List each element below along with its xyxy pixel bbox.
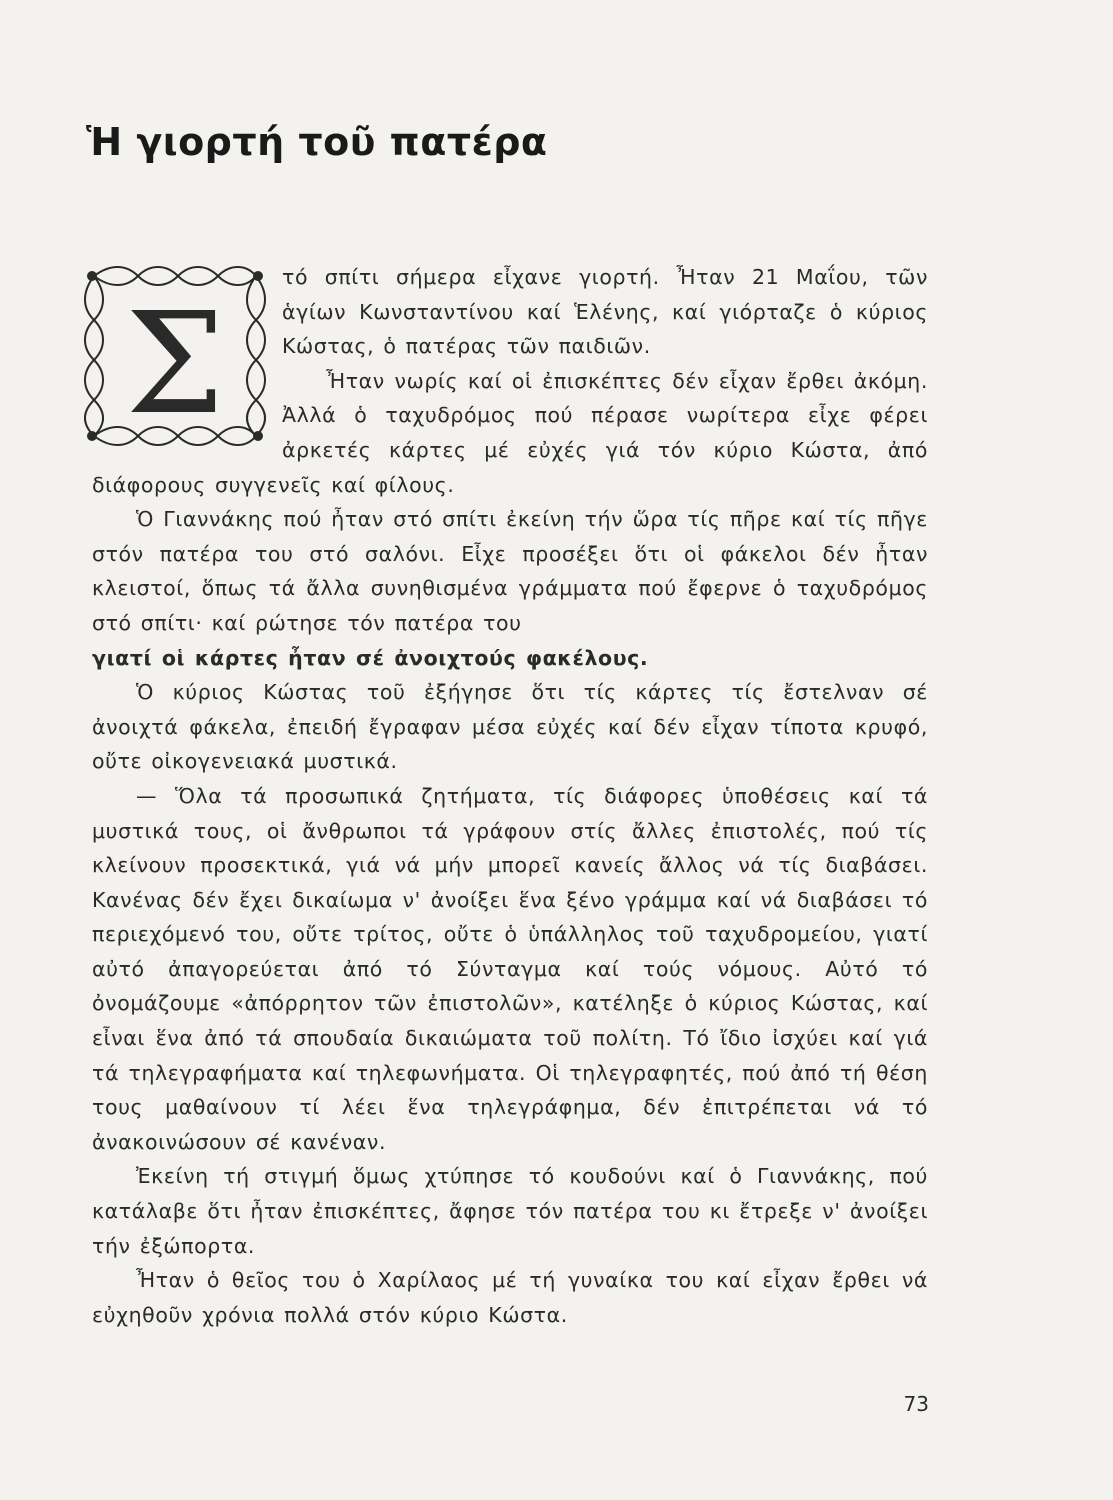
- paragraph: Ὁ Γιαννάκης πού ἦταν στό σπίτι ἐκείνη τήν ὥρα τίς πῆρε καί τίς πῆγε στόν πατέρα του στό σαλόνι. Εἶχε προσέξει ὅτι οἱ φάκελοι δέν ἦταν κλειστοί, ὅπως τά ἄλλα συνηθισμένα γράμματα πού ἔφερνε ὁ ταχυδρόμος στό σπίτι· καί ρώτησε τόν πατέρα του: [92, 507, 928, 635]
- paragraph: τό σπίτι σήμερα εἶχανε γιορτή. Ἦταν 21 Μαΐου, τῶν ἁγίων Κωνσταντίνου καί Ἑλένης, καί γιόρταζε ὁ κύριος Κώστας, ὁ πατέρας τῶν παιδιῶν.: [282, 265, 928, 359]
- paragraph-emphasis: γιατί οἱ κάρτες ἦταν σέ ἀνοιχτούς φακέλους.: [92, 645, 649, 670]
- paragraph: Ἐκείνη τή στιγμή ὅμως χτύπησε τό κουδούνι καί ὁ Γιαννάκης, πού κατάλαβε ὅτι ἦταν ἐπισκέπτες, ἄφησε τόν πατέρα του κι ἔτρεξε ν' ἀνοίξει τήν ἐξώπορτα.: [92, 1164, 928, 1258]
- page-number: 73: [903, 1392, 929, 1416]
- body-text: [92, 260, 928, 1332]
- dropcap-space: [92, 260, 278, 452]
- paragraph: Ἦταν νωρίς καί οἱ ἐπισκέπτες δέν εἶχαν ἔρθει ἀκόμη. Ἀλλά ὁ ταχυδρόμος πού πέρασε νωρίτερα εἶχε φέρει ἀρκετές κάρτες μέ εὐχές γιά τόν κύριο Κώστα, ἀπό διάφορους συγγενεῖς καί φίλους.: [92, 368, 928, 497]
- chapter-title: Ἡ γιορτή τοῦ πατέρα: [86, 120, 548, 164]
- dropcap-letter: Σ: [125, 283, 225, 446]
- paragraph: Ὁ κύριος Κώστας τοῦ ἐξήγησε ὅτι τίς κάρτες τίς ἔστελναν σέ ἀνοιχτά φάκελα, ἐπειδή ἔγραφαν μέσα εὐχές καί δέν εἶχαν τίποτα κρυφό, οὔτε οἰκογενειακά μυστικά.: [92, 680, 928, 774]
- paragraph-dialogue: — Ὅλα τά προσωπικά ζητήματα, τίς διάφορες ὑποθέσεις καί τά μυστικά τους, οἱ ἄνθρωποι τά γράφουν στίς ἄλλες ἐπιστολές, πού τίς κλείνουν προσεκτικά, γιά νά μήν μπορεῖ κανείς ἄλλος νά τίς διαβάσει. Κανένας δέν ἔχει δικαίωμα ν' ἀνοίξει ἕνα ξένο γράμμα καί νά διαβάσει τό περιεχόμενό του, οὔτε τρίτος, οὔτε ὁ ὑπάλληλος τοῦ ταχυδρομείου, γιατί αὐτό ἀπαγορεύεται ἀπό τό Σύνταγμα καί τούς νόμους. Αὐτό τό ὀνομάζουμε «ἀπόρρητον τῶν ἐπιστολῶν», κατέληξε ὁ κύριος Κώστας, καί εἶναι ἕνα ἀπό τά σπουδαία δικαιώματα τοῦ πολίτη. Τό ἴδιο ἰσχύει καί γιά τά τηλεγραφήματα καί τηλεφωνήματα. Οἱ τηλεγραφητές, πού ἀπό τή θέση τους μαθαίνουν τί λέει ἕνα τηλεγράφημα, δέν ἐπιτρέπεται νά τό ἀνακοινώσουν σέ κανέναν.: [92, 783, 928, 1154]
- paragraph: Ἦταν ὁ θεῖος του ὁ Χαρίλαος μέ τή γυναίκα του καί εἶχαν ἔρθει νά εὐχηθοῦν χρόνια πολλά στόν κύριο Κώστα.: [92, 1268, 928, 1327]
